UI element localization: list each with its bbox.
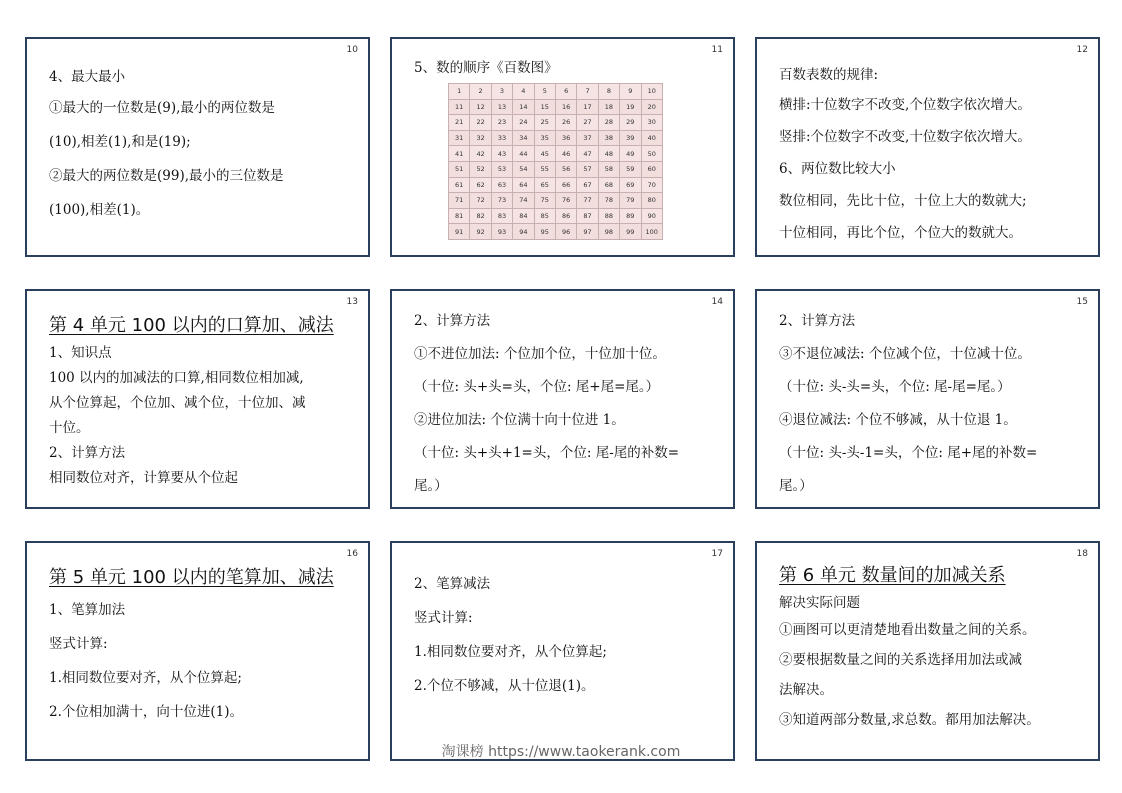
text-line: 解决实际问题 bbox=[779, 595, 860, 611]
grid-cell: 95 bbox=[534, 224, 555, 240]
grid-cell: 60 bbox=[641, 161, 662, 177]
grid-cell: 77 bbox=[577, 193, 598, 209]
grid-cell: 54 bbox=[513, 161, 534, 177]
grid-cell: 84 bbox=[513, 208, 534, 224]
grid-cell: 78 bbox=[598, 193, 619, 209]
grid-cell: 27 bbox=[577, 115, 598, 131]
text-line: （十位: 头-头-1=头，个位: 尾+尾的补数= bbox=[779, 445, 1038, 461]
grid-cell: 52 bbox=[470, 161, 491, 177]
grid-cell: 87 bbox=[577, 208, 598, 224]
grid-cell: 66 bbox=[555, 177, 576, 193]
text-line: ①不进位加法: 个位加个位，十位加十位。 bbox=[414, 346, 666, 362]
grid-cell: 26 bbox=[555, 115, 576, 131]
grid-cell: 85 bbox=[534, 208, 555, 224]
text-line: 尾。） bbox=[779, 478, 813, 494]
grid-cell: 47 bbox=[577, 146, 598, 162]
slide-number: 17 bbox=[711, 549, 723, 559]
slide-card-12 bbox=[755, 37, 1100, 257]
grid-cell: 6 bbox=[555, 84, 576, 100]
grid-row bbox=[449, 177, 663, 193]
grid-cell: 10 bbox=[641, 84, 662, 100]
grid-cell: 13 bbox=[491, 99, 512, 115]
grid-cell: 69 bbox=[620, 177, 641, 193]
text-line: ①最大的一位数是(9),最小的两位数是 bbox=[49, 100, 275, 116]
grid-cell: 40 bbox=[641, 130, 662, 146]
grid-cell: 25 bbox=[534, 115, 555, 131]
text-line: (100),相差(1)。 bbox=[49, 202, 150, 218]
grid-cell: 72 bbox=[470, 193, 491, 209]
grid-cell: 59 bbox=[620, 161, 641, 177]
grid-cell: 70 bbox=[641, 177, 662, 193]
text-line: 十位相同，再比个位，个位大的数就大。 bbox=[779, 225, 1022, 241]
unit-title: 第 5 单元 100 以内的笔算加、减法 bbox=[49, 567, 334, 588]
text-line: (10),相差(1),和是(19); bbox=[49, 134, 191, 150]
grid-cell: 11 bbox=[449, 99, 470, 115]
grid-row bbox=[449, 130, 663, 146]
grid-cell: 90 bbox=[641, 208, 662, 224]
slide-number: 14 bbox=[711, 297, 723, 307]
grid-cell: 93 bbox=[491, 224, 512, 240]
watermark-footer: 淘课榜 https://www.taokerank.com bbox=[441, 744, 681, 760]
text-line: 竖排:个位数字不改变,十位数字依次增大。 bbox=[779, 129, 1031, 145]
slide-number: 11 bbox=[711, 45, 723, 55]
grid-cell: 81 bbox=[449, 208, 470, 224]
text-line: 100 以内的加减法的口算,相同数位相加减, bbox=[49, 370, 304, 386]
grid-cell: 31 bbox=[449, 130, 470, 146]
slide-number: 12 bbox=[1076, 45, 1088, 55]
text-line: ①画图可以更清楚地看出数量之间的关系。 bbox=[779, 622, 1036, 638]
grid-cell: 38 bbox=[598, 130, 619, 146]
text-line: 百数表数的规律: bbox=[779, 67, 879, 83]
unit-title: 第 6 单元 数量间的加减关系 bbox=[779, 565, 1006, 586]
grid-cell: 99 bbox=[620, 224, 641, 240]
text-line: 相同数位对齐，计算要从个位起 bbox=[49, 470, 238, 486]
grid-cell: 44 bbox=[513, 146, 534, 162]
slide-card-17 bbox=[390, 541, 735, 761]
grid-cell: 50 bbox=[641, 146, 662, 162]
grid-cell: 61 bbox=[449, 177, 470, 193]
grid-cell: 19 bbox=[620, 99, 641, 115]
text-line: 2、计算方法 bbox=[49, 445, 126, 461]
grid-cell: 21 bbox=[449, 115, 470, 131]
grid-cell: 58 bbox=[598, 161, 619, 177]
grid-cell: 57 bbox=[577, 161, 598, 177]
grid-cell: 9 bbox=[620, 84, 641, 100]
grid-cell: 88 bbox=[598, 208, 619, 224]
grid-cell: 53 bbox=[491, 161, 512, 177]
text-line: （十位: 头+头=头，个位: 尾+尾=尾。） bbox=[414, 379, 660, 395]
grid-cell: 64 bbox=[513, 177, 534, 193]
text-line: 2、计算方法 bbox=[779, 313, 856, 329]
text-line: 2、计算方法 bbox=[414, 313, 491, 329]
slide-number: 10 bbox=[346, 45, 358, 55]
text-line: 1.相同数位要对齐，从个位算起; bbox=[414, 644, 607, 660]
grid-cell: 91 bbox=[449, 224, 470, 240]
slide-card-16 bbox=[25, 541, 370, 761]
grid-cell: 48 bbox=[598, 146, 619, 162]
grid-cell: 94 bbox=[513, 224, 534, 240]
text-line: 1.相同数位要对齐，从个位算起; bbox=[49, 670, 242, 686]
text-line: 竖式计算: bbox=[49, 636, 108, 652]
text-line: 1、笔算加法 bbox=[49, 602, 126, 618]
grid-row bbox=[449, 208, 663, 224]
grid-cell: 49 bbox=[620, 146, 641, 162]
text-line: ④退位减法: 个位不够减，从十位退 1。 bbox=[779, 412, 1017, 428]
grid-row bbox=[449, 161, 663, 177]
grid-cell: 32 bbox=[470, 130, 491, 146]
grid-cell: 71 bbox=[449, 193, 470, 209]
grid-cell: 80 bbox=[641, 193, 662, 209]
grid-cell: 15 bbox=[534, 99, 555, 115]
grid-cell: 68 bbox=[598, 177, 619, 193]
slide-card-18 bbox=[755, 541, 1100, 761]
grid-cell: 55 bbox=[534, 161, 555, 177]
grid-cell: 100 bbox=[641, 224, 662, 240]
grid-cell: 17 bbox=[577, 99, 598, 115]
grid-cell: 4 bbox=[513, 84, 534, 100]
text-line: 竖式计算: bbox=[414, 610, 473, 626]
text-line: 法解决。 bbox=[779, 682, 833, 698]
grid-cell: 42 bbox=[470, 146, 491, 162]
grid-cell: 34 bbox=[513, 130, 534, 146]
slide-card-11 bbox=[390, 37, 735, 257]
text-line: ③不退位减法: 个位减个位，十位减十位。 bbox=[779, 346, 1031, 362]
slide-card-10 bbox=[25, 37, 370, 257]
grid-cell: 73 bbox=[491, 193, 512, 209]
grid-cell: 30 bbox=[641, 115, 662, 131]
slide-number: 18 bbox=[1076, 549, 1088, 559]
text-line: （十位: 头-头=头，个位: 尾-尾=尾。） bbox=[779, 379, 1011, 395]
grid-cell: 86 bbox=[555, 208, 576, 224]
grid-cell: 46 bbox=[555, 146, 576, 162]
grid-cell: 16 bbox=[555, 99, 576, 115]
grid-cell: 22 bbox=[470, 115, 491, 131]
grid-cell: 74 bbox=[513, 193, 534, 209]
slide-card-13 bbox=[25, 289, 370, 509]
grid-cell: 33 bbox=[491, 130, 512, 146]
text-line: ③知道两部分数量,求总数。都用加法解决。 bbox=[779, 712, 1040, 728]
grid-cell: 79 bbox=[620, 193, 641, 209]
hundred-chart bbox=[448, 83, 663, 240]
text-line: 从个位算起，个位加、减个位，十位加、减 bbox=[49, 395, 306, 411]
grid-cell: 23 bbox=[491, 115, 512, 131]
grid-cell: 75 bbox=[534, 193, 555, 209]
slide-number: 16 bbox=[346, 549, 358, 559]
grid-cell: 37 bbox=[577, 130, 598, 146]
grid-row bbox=[449, 115, 663, 131]
grid-row bbox=[449, 84, 663, 100]
grid-cell: 14 bbox=[513, 99, 534, 115]
text-line: 十位。 bbox=[49, 420, 90, 436]
grid-cell: 98 bbox=[598, 224, 619, 240]
grid-row bbox=[449, 193, 663, 209]
grid-cell: 5 bbox=[534, 84, 555, 100]
text-line: 2.个位不够减，从十位退(1)。 bbox=[414, 678, 595, 694]
slide-number: 13 bbox=[346, 297, 358, 307]
grid-cell: 7 bbox=[577, 84, 598, 100]
grid-cell: 76 bbox=[555, 193, 576, 209]
grid-cell: 36 bbox=[555, 130, 576, 146]
text-line: ②最大的两位数是(99),最小的三位数是 bbox=[49, 168, 284, 184]
grid-cell: 41 bbox=[449, 146, 470, 162]
text-line: （十位: 头+头+1=头，个位: 尾-尾的补数= bbox=[414, 445, 680, 461]
slide-number: 15 bbox=[1076, 297, 1088, 307]
text-line: 4、最大最小 bbox=[49, 69, 126, 85]
grid-cell: 3 bbox=[491, 84, 512, 100]
grid-cell: 18 bbox=[598, 99, 619, 115]
grid-row bbox=[449, 146, 663, 162]
grid-cell: 39 bbox=[620, 130, 641, 146]
grid-cell: 20 bbox=[641, 99, 662, 115]
grid-cell: 62 bbox=[470, 177, 491, 193]
grid-cell: 35 bbox=[534, 130, 555, 146]
section-heading: 5、数的顺序《百数图》 bbox=[414, 60, 558, 76]
grid-cell: 24 bbox=[513, 115, 534, 131]
text-line: ②进位加法: 个位满十向十位进 1。 bbox=[414, 412, 625, 428]
grid-cell: 28 bbox=[598, 115, 619, 131]
grid-cell: 63 bbox=[491, 177, 512, 193]
grid-cell: 82 bbox=[470, 208, 491, 224]
text-line: 尾。） bbox=[414, 478, 448, 494]
grid-row bbox=[449, 224, 663, 240]
text-line: ②要根据数量之间的关系选择用加法或减 bbox=[779, 652, 1022, 668]
unit-title: 第 4 单元 100 以内的口算加、减法 bbox=[49, 315, 334, 336]
text-line: 2.个位相加满十，向十位进(1)。 bbox=[49, 704, 244, 720]
grid-cell: 92 bbox=[470, 224, 491, 240]
grid-cell: 56 bbox=[555, 161, 576, 177]
grid-cell: 97 bbox=[577, 224, 598, 240]
text-line: 2、笔算减法 bbox=[414, 576, 491, 592]
grid-cell: 65 bbox=[534, 177, 555, 193]
grid-cell: 45 bbox=[534, 146, 555, 162]
grid-cell: 67 bbox=[577, 177, 598, 193]
text-line: 数位相同，先比十位，十位上大的数就大; bbox=[779, 193, 1027, 209]
grid-cell: 96 bbox=[555, 224, 576, 240]
grid-cell: 2 bbox=[470, 84, 491, 100]
grid-cell: 1 bbox=[449, 84, 470, 100]
grid-cell: 51 bbox=[449, 161, 470, 177]
grid-cell: 43 bbox=[491, 146, 512, 162]
grid-cell: 12 bbox=[470, 99, 491, 115]
grid-cell: 29 bbox=[620, 115, 641, 131]
text-line: 6、两位数比较大小 bbox=[779, 161, 896, 177]
grid-cell: 89 bbox=[620, 208, 641, 224]
slide-card-14 bbox=[390, 289, 735, 509]
grid-cell: 83 bbox=[491, 208, 512, 224]
grid-cell: 8 bbox=[598, 84, 619, 100]
text-line: 横排:十位数字不改变,个位数字依次增大。 bbox=[779, 97, 1031, 113]
slide-card-15 bbox=[755, 289, 1100, 509]
text-line: 1、知识点 bbox=[49, 345, 112, 361]
grid-row bbox=[449, 99, 663, 115]
